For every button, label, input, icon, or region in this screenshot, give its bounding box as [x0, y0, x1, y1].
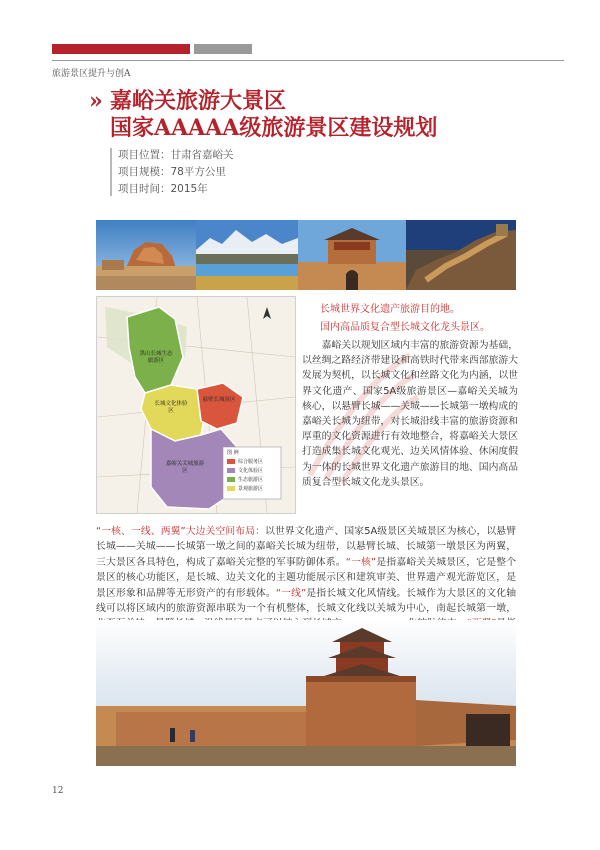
map-zone-red-label: 悬壁长城景区	[202, 397, 236, 403]
body-text: 是指嘉峪关关城景区，它是整个景区的核心功能区，是长城、边关文化的主题功能展示区和建筑审美、世界遗产观光游览区，是景区形象和品牌等无形资产的有形载体。	[96, 556, 517, 599]
map-legend-item: 生态旅游区	[238, 477, 264, 483]
great-wall-hill-photo	[406, 220, 516, 290]
page-title-line2: 国家AAAAA级旅游景区建设规划	[110, 115, 438, 141]
desert-castle-photo	[96, 220, 196, 290]
body-text: 以世界文化遗产、国家5A级景区关城景区为核心，以悬臂长城——关城——长城第一墩之间的嘉峪关长城为纽带，以悬臂长城、长城第一墩景区为两翼，三大景区各具特色，构成了嘉峪关完整的军事防御体系。	[96, 526, 516, 568]
snow-mountain-lake-photo	[196, 220, 298, 290]
body-right-paragraph: 嘉峪关以规划区域内丰富的旅游资源为基础，以丝绸之路经济带建设和高铁时代带来西部旅游大发展为契机，以长城文化和丝路文化为内涵，以世界文化遗产、国家5A级旅游景区—嘉峪关关城为核心，以悬臂长城——关城——长城第一墩构成的嘉峪关长城为纽带，对长城沿线丰富的旅游资源和厚重的文化资源进行有效地整合，将嘉峪关大景区打造成集长城文化观光、边关风情体验、休闲度假为一体的长城世界文化遗产旅游目的地、国内高品质复合型长城文化龙头景区。	[302, 340, 518, 488]
chevron-icon: »	[89, 88, 103, 114]
meta-divider	[110, 148, 112, 196]
map-legend-item: 文化体验区	[238, 468, 264, 474]
map-zone-yellow-label: 长城文化体验区	[154, 401, 188, 414]
header-red-bar	[52, 44, 190, 54]
header-rule	[52, 60, 564, 61]
map-zone-green-label: 黑山长城生态旅游区	[139, 351, 173, 364]
layout-heading: “一核、一线、两翼”大边关空间布局：	[96, 526, 266, 537]
meta-scale: 项目规模：78平方公里	[118, 166, 226, 178]
zoning-map	[96, 296, 296, 514]
meta-time: 项目时间：2015年	[118, 183, 208, 195]
map-legend-item: 景观旅游区	[238, 486, 264, 492]
page-number: 12	[52, 786, 64, 796]
intro-line-2: 国内高品质复合型长城文化龙头景区。	[320, 322, 490, 333]
fortress-gate-photo	[298, 220, 406, 290]
core-term: “一核”	[345, 556, 377, 568]
page-title-line1: 嘉峪关旅游大景区	[110, 88, 287, 114]
line-term: “一线”	[275, 587, 307, 599]
map-legend-item: 综合服务区	[238, 459, 264, 465]
body-text: 是指长城文化风情线。长城作为大景区的文化轴线可以将区域内的旅游资源串联为一个有机整体，长城文化线以关城为中心，南起长城第一墩，	[96, 587, 517, 615]
running-title: 旅游景区提升与创A	[52, 69, 131, 79]
meta-location: 项目位置：甘肃省嘉峪关	[118, 149, 234, 161]
map-legend-title: 图 例	[227, 450, 239, 456]
fortress-wall-photo	[96, 620, 516, 766]
map-zone-purple-label: 嘉峪关关城旅游区	[165, 461, 205, 474]
header-grey-bar	[194, 44, 252, 54]
intro-line-1: 长城世界文化遗产旅游目的地。	[320, 304, 460, 315]
